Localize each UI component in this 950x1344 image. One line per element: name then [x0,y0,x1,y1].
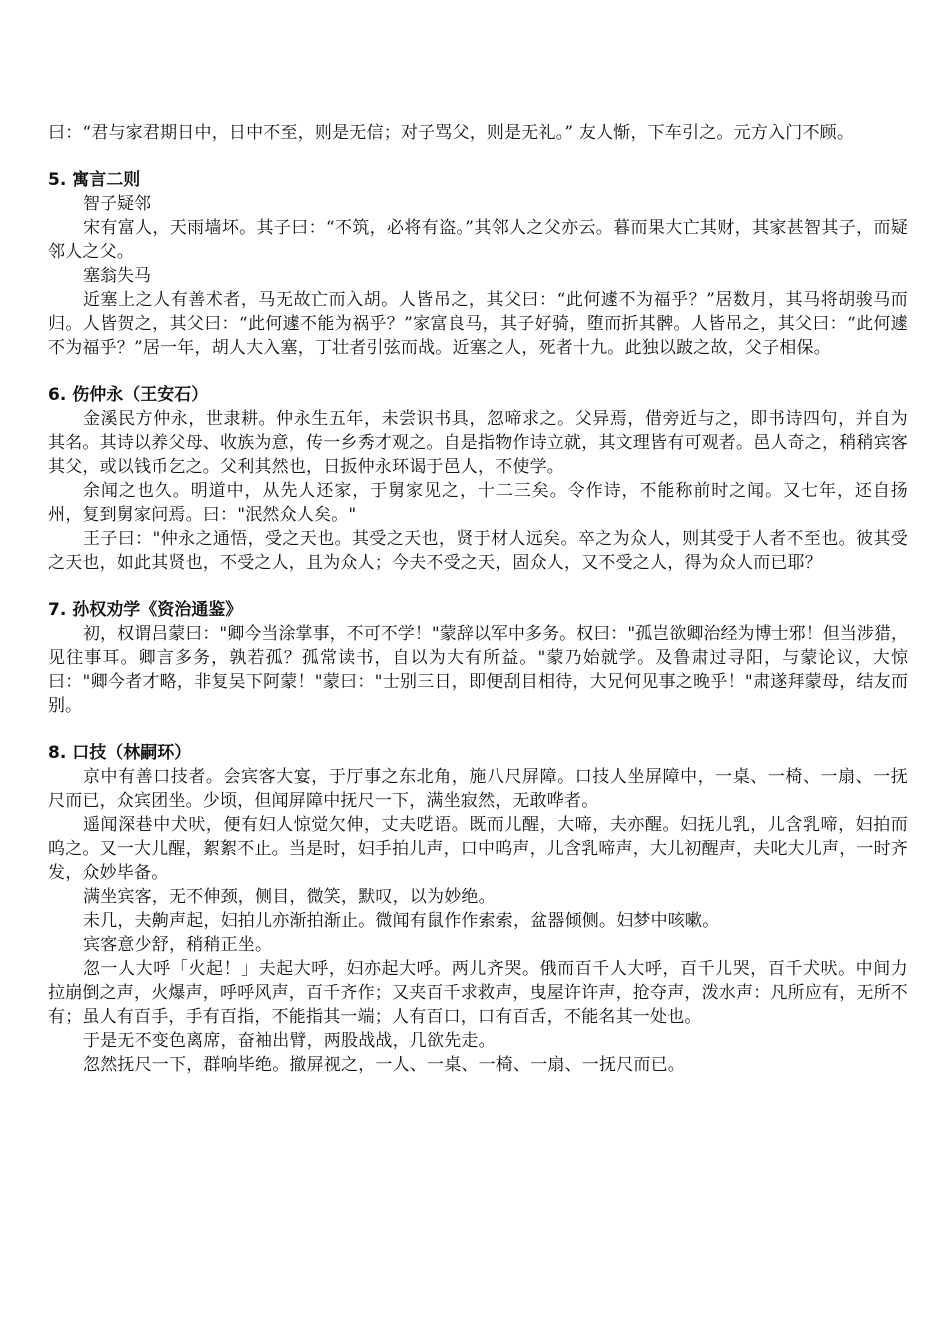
section-gap [48,360,908,383]
section-paragraph: 忽一人大呼「火起！」夫起大呼，妇亦起大呼。两儿齐哭。俄而百千人大呼，百千儿哭，百千犬吠。中间力拉崩倒之声，火爆声，呼呼风声，百千齐作；又夹百千求救声，曳屋许许声，抢夺声，泼水声：凡所应有，无所不有；虽人有百手，手有百指，不能指其一端；人有百口，口有百舌，不能名其一处也。 [48,959,908,1027]
section-paragraph: 宾客意少舒，稍稍正坐。 [83,935,273,955]
section-gap [48,145,908,168]
section-paragraph: 王子曰："仲永之通悟，受之天也。其受之天也，贤于材人远矣。卒之为众人，则其受于人者不至也。彼其受之天也，如此其贤也，不受之人，且为众人；今夫不受之天，固众人，又不受之人，得为众人而已耶？ [48,529,908,573]
section-gap [48,718,908,741]
section-paragraph: 满坐宾客，无不伸颈，侧目，微笑，默叹，以为妙绝。 [83,887,496,907]
section-kouji [48,741,908,1077]
section-paragraph: 余闻之也久。明道中，从先人还家，于舅家见之，十二三矣。令作诗，不能称前时之闻。又七年，还自扬州，复到舅家问焉。曰："泯然众人矣。" [48,481,908,525]
document-page [48,121,908,1077]
section-paragraph: 遥闻深巷中犬吠，便有妇人惊觉欠伸，丈夫呓语。既而儿醒，大啼，夫亦醒。妇抚儿乳，儿含乳啼，妇拍而呜之。又一大儿醒，絮絮不止。当是时，妇手拍儿声，口中呜声，儿含乳啼声，大儿初醒声，夫叱大儿声，一时齐发，众妙毕备。 [48,815,908,883]
section-paragraph: 忽然抚尺一下，群响毕绝。撤屏视之，一人、一桌、一椅、一扇、一抚尺而已。 [83,1055,685,1075]
intro-paragraph: 曰：“君与家君期日中，日中不至，则是无信；对子骂父，则是无礼。” 友人惭，下车引之。元方入门不顾。 [48,123,855,143]
section-paragraph: 未几，夫齁声起，妇拍儿亦渐拍渐止。微闻有鼠作作索索，盆器倾侧。妇梦中咳嗽。 [83,911,720,931]
section-fables [48,168,908,360]
story-paragraph: 宋有富人，天雨墙坏。其子曰：“不筑，必将有盗。”其邻人之父亦云。暮而果大亡其财，其家甚智其子，而疑邻人之父。 [48,218,908,262]
section-gap [48,575,908,598]
section-heading: 8. 口技（林嗣环） [48,743,192,763]
section-heading: 7. 孙权劝学《资治通鉴》 [48,600,243,620]
story-subtitle: 塞翁失马 [83,266,151,286]
story-subtitle: 智子疑邻 [83,194,151,214]
section-paragraph: 于是无不变色离席，奋袖出臂，两股战战，几欲先走。 [83,1031,496,1051]
section-heading: 5. 寓言二则 [48,170,141,190]
section-heading: 6. 伤仲永（王安石） [48,385,209,405]
section-paragraph: 金溪民方仲永，世隶耕。仲永生五年，未尝识书具，忽啼求之。父异焉，借旁近与之，即书诗四句，并自为其名。其诗以养父母、收族为意，传一乡秀才观之。自是指物作诗立就，其文理皆有可观者。邑人奇之，稍稍宾客其父，或以钱币乞之。父利其然也，日扳仲永环谒于邑人，不使学。 [48,409,908,477]
section-shang-zhongyong [48,383,908,575]
section-paragraph: 京中有善口技者。会宾客大宴，于厅事之东北角，施八尺屏障。口技人坐屏障中，一桌、一椅、一扇、一抚尺而已，众宾团坐。少顷，但闻屏障中抚尺一下，满坐寂然，无敢哗者。 [48,767,908,811]
section-paragraph: 初，权谓吕蒙曰："卿今当涂掌事，不可不学！"蒙辞以军中多务。权曰："孤岂欲卿治经为博士邪！但当涉猎，见往事耳。卿言多务，孰若孤？孤常读书，自以为大有所益。"蒙乃始就学。及鲁肃过寻阳，与蒙论议，大惊曰："卿今者才略，非复吴下阿蒙！"蒙曰："士别三日，即便刮目相待，大兄何见事之晚乎！"肃遂拜蒙母，结友而别。 [48,624,908,716]
section-sunquan-quanxue [48,598,908,718]
story-paragraph: 近塞上之人有善术者，马无故亡而入胡。人皆吊之，其父曰：“此何遽不为福乎？”居数月，其马将胡骏马而归。人皆贺之，其父曰：“此何遽不能为祸乎？”家富良马，其子好骑，堕而折其髀。人皆吊之，其父曰：“此何遽不为福乎？”居一年，胡人大入塞，丁壮者引弦而战。近塞之人，死者十九。此独以跛之故，父子相保。 [48,290,908,358]
